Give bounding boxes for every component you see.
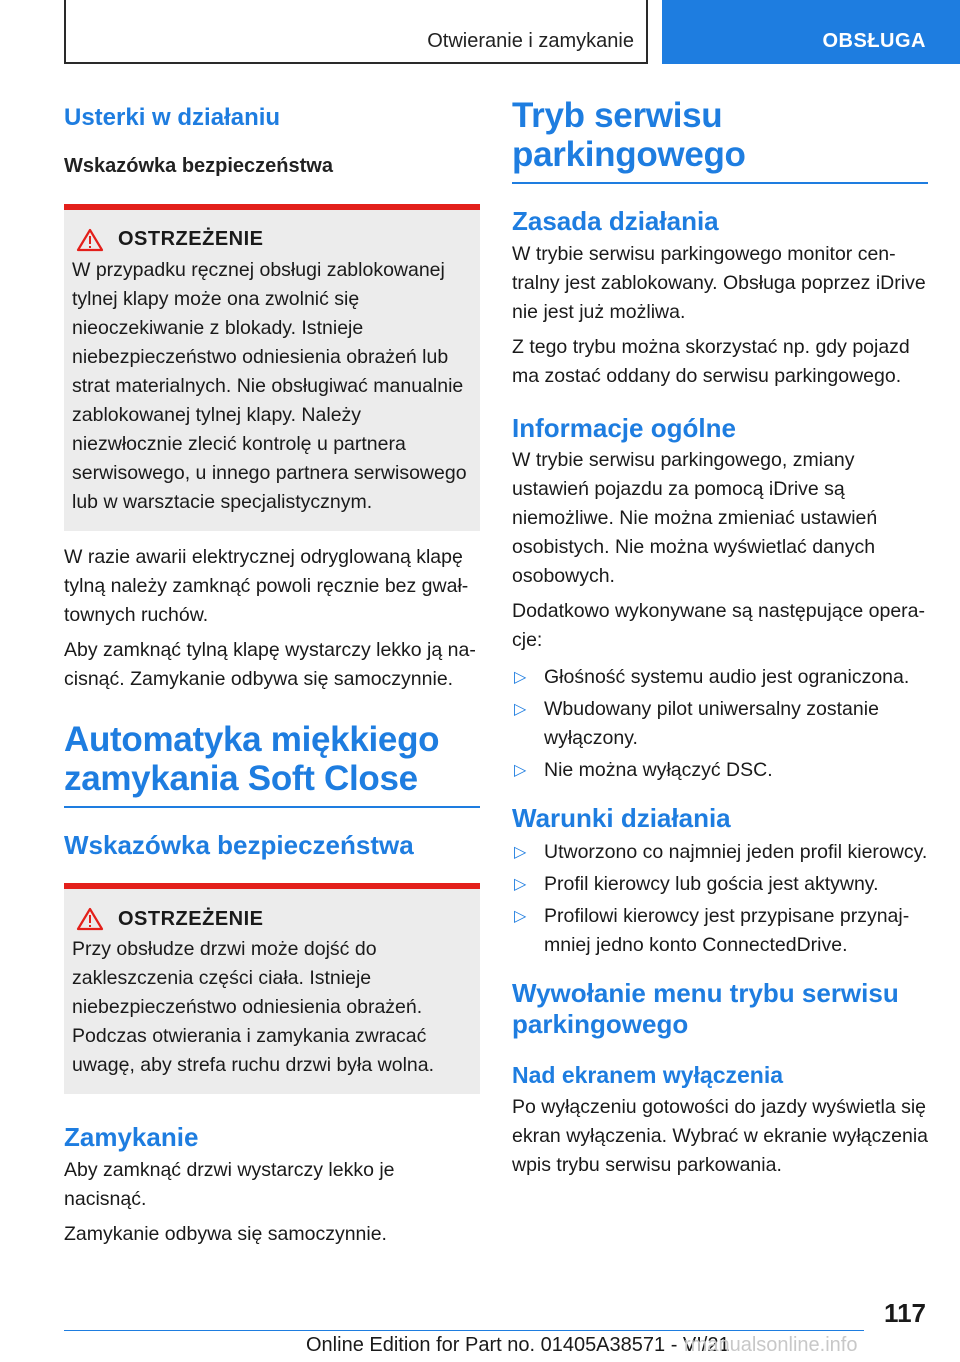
watermark-text: rmanualsonline.info [684, 1334, 858, 1356]
left-column [64, 96, 480, 1249]
warning-triangle-icon [76, 228, 104, 252]
paragraph: Zamykanie odbywa się samoczynnie. [64, 1222, 387, 1245]
warning-label: OSTRZEŻENIE [118, 228, 264, 251]
right-column [512, 96, 928, 1180]
subheading-safety-note: Wskazówka bezpieczeństwa [64, 154, 333, 177]
paragraph: W trybie serwisu parkingowego monitor centralny jest zablokowany. Obsługa poprzez iDrive nie jest już możliwa. [512, 242, 926, 323]
list-item [512, 902, 928, 960]
chapter-tab-label: OBSŁUGA [822, 30, 926, 52]
triangle-bullet-icon: ▷ [514, 700, 527, 718]
warning-header [72, 907, 472, 931]
list-item [512, 756, 928, 785]
paragraph: Po wyłączeniu gotowości do jazdy wyświetla się ekran wyłączenia. Wybrać w ekranie wyłączenia wpis trybu serwisu parkowania. [512, 1096, 928, 1177]
list-item-text: Profilowi kierowcy jest przypisane przynajmniej jedno konto ConnectedDrive. [544, 904, 910, 956]
heading-tryb-serwisu: Tryb serwisu parkingowego [512, 96, 746, 175]
paragraph: W razie awarii elektrycznej odryglowaną klapę tylną należy zamknąć powoli ręcznie bez gwałtownych ruchów. [64, 545, 469, 626]
heading-usterki: Usterki w działaniu [64, 104, 281, 131]
warning-box-1 [64, 204, 480, 531]
warning-text: Przy obsłudze drzwi może dojść do zakleszczenia części ciała. Istnieje niebezpieczeństwo odniesienia obrażeń. Podczas otwierania i zamykania zwracać uwagę, aby strefa ruchu drzwi była wolna. [72, 938, 435, 1077]
edition-text: Online Edition for Part no. 01405A38571 - VI/21 [306, 1334, 730, 1356]
list-item [512, 695, 928, 753]
warning-header [72, 228, 472, 252]
paragraph: Dodatkowo wykonywane są następujące operacje: [512, 599, 926, 651]
heading-warunki: Warunki działania [512, 802, 731, 833]
triangle-bullet-icon: ▷ [514, 875, 527, 893]
triangle-bullet-icon: ▷ [514, 843, 527, 861]
list-item [512, 870, 928, 899]
triangle-bullet-icon: ▷ [514, 668, 527, 686]
paragraph: W trybie serwisu parkingowego, zmiany ustawień pojazdu za pomocą iDrive są niemożliwe. Nie można zmieniać ustawień osobistych. Nie można wyświetlać danych osobowych. [512, 448, 878, 587]
heading-zamykanie: Zamykanie [64, 1122, 199, 1153]
paragraph: Aby zamknąć drzwi wystarczy lekko je nacisnąć. [64, 1158, 395, 1210]
heading-wywolanie: Wywołanie menu trybu serwisu parkingowego [512, 977, 899, 1040]
footer-rule [64, 1330, 864, 1331]
warning-triangle-icon [76, 907, 104, 931]
paragraph: Z tego trybu można skorzystać np. gdy pojazd ma zostać oddany do serwisu parkingowego. [512, 335, 910, 387]
section-heading-rule [512, 96, 928, 184]
heading-safety-note: Wskazówka bezpieczeństwa [64, 830, 414, 861]
section-heading-rule [64, 720, 480, 808]
triangle-bullet-icon: ▷ [514, 907, 527, 925]
list-item [512, 838, 928, 867]
heading-zasada: Zasada działania [512, 206, 719, 237]
section-title: Otwieranie i zamykanie [427, 30, 634, 52]
page-number: 117 [884, 1298, 926, 1328]
list-item-text: Głośność systemu audio jest ograniczona. [544, 665, 910, 688]
heading-soft-close: Automatyka miękkiego zamykania Soft Close [64, 719, 440, 798]
header-section-box [64, 0, 648, 64]
chapter-tab [662, 0, 960, 64]
triangle-bullet-icon: ▷ [514, 761, 527, 779]
paragraph: Aby zamknąć tylną klapę wystarczy lekko ją nacisnąć. Zamykanie odbywa się samoczynnie. [64, 638, 476, 690]
list-item [512, 663, 928, 692]
bullet-list [512, 663, 928, 785]
heading-informacje: Informacje ogólne [512, 412, 736, 443]
list-item-text: Nie można wyłączyć DSC. [544, 758, 773, 781]
list-item-text: Wbudowany pilot uniwersalny zostanie wyłączony. [544, 697, 879, 749]
list-item-text: Profil kierowcy lub gościa jest aktywny. [544, 872, 879, 895]
subheading-nad-ekranem: Nad ekranem wyłączenia [512, 1062, 784, 1089]
bullet-list [512, 838, 928, 960]
warning-label: OSTRZEŻENIE [118, 907, 264, 930]
warning-text: W przypadku ręcznej obsługi zablokowanej tylnej klapy może ona zwolnić się nieoczekiwanie z blokady. Istnieje niebezpieczeństwo odniesienia obrażeń lub strat materialnych. Nie obsługiwać manualnie zablokowanej tylnej klapy. Należy niezwłocznie zlecić kontrolę u partnera serwisowego, u innego partnera serwisowego lub w warsztacie specjalistycznym. [72, 258, 467, 513]
warning-box-2 [64, 883, 480, 1094]
list-item-text: Utworzono co najmniej jeden profil kierowcy. [544, 840, 928, 863]
